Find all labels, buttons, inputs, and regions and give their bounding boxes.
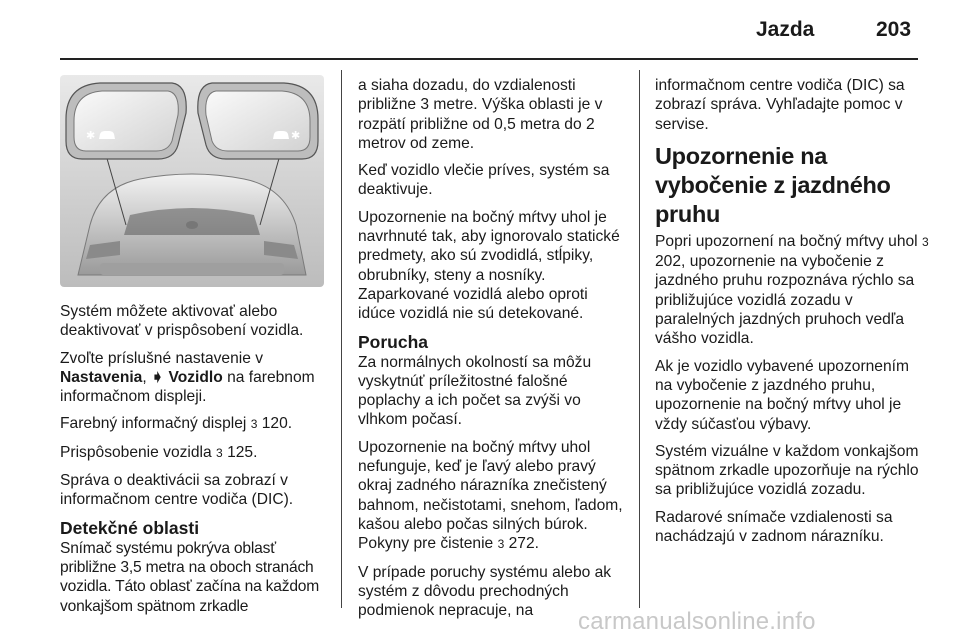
paragraph: Snímač systému pokrýva oblasť približne 3,5 metra na oboch stranách vozidla. Táto oblasť začína na každom vonkajšom spätnom zrkadle [60, 539, 320, 615]
paragraph: Za normálnych okolností sa môžu vyskytnúť príležitostné falošné poplachy a ich počet sa zvýši vo vlhkom počasí. [358, 353, 592, 429]
text: Popri upozornení na bočný mŕtvy uhol [655, 232, 918, 250]
column-divider-1 [341, 70, 342, 608]
paragraph: Správa o deaktivácii sa zobrazí v informačnom centre vodiča (DIC). [60, 472, 294, 509]
page-reference[interactable]: 125. [227, 443, 258, 461]
heading-detection-zones: Detekčné oblasti [60, 517, 200, 538]
watermark: carmanualsonline.info [578, 608, 816, 635]
blind-spot-figure [60, 75, 324, 287]
column-2 [358, 76, 628, 628]
menu-term-vehicle: Vozidlo [168, 368, 223, 386]
car-warning-icon [86, 128, 116, 142]
paragraph [60, 414, 330, 434]
column-divider-2 [639, 70, 640, 608]
text: , [142, 368, 152, 386]
heading-lane-change-alert: Upozornenie na vybočenie z jazdného pruhu [655, 142, 891, 227]
column-3 [655, 76, 930, 554]
text: , upozornenie na vybočenie z jazdného pruhu rozpoznáva rýchlo sa približujúce vozidlá zozadu v paralelných jazdných pruhoch vedľa vášho vozidla. [655, 253, 915, 348]
paragraph: Systém vizuálne v každom vonkajšom spätnom zrkadle upozorňuje na rýchlo sa približujúce vozidlá zozadu. [655, 442, 919, 499]
text: Farebný informačný displej [60, 415, 247, 433]
menu-term-settings: Nastavenia [60, 368, 143, 386]
page-reference-icon: 3 [922, 234, 929, 249]
paragraph [358, 438, 628, 555]
svg-text:✱: ✱ [291, 129, 301, 142]
page-reference-icon: 3 [250, 417, 258, 432]
paragraph: Upozornenie na bočný mŕtvy uhol je navrhnuté tak, aby ignorovalo statické predmety, ako sú zvodidlá, stĺpiky, obrubníky, steny a nosníky. Zaparkované vozidlá alebo oproti idúce vozidlá nie sú detekované. [358, 208, 620, 323]
paragraph: a siaha dozadu, do vzdialenosti približne 3 metre. Výška oblasti je v rozpätí približne od 0,5 metra do 2 metrov od zeme. [358, 77, 603, 152]
column-1 [60, 302, 330, 624]
paragraph: V prípade poruchy systému alebo ak systém z dôvodu prechodných podmienok nepracuje, na [358, 563, 612, 620]
paragraph [60, 349, 330, 407]
paragraph [60, 443, 330, 463]
page-reference-icon: 3 [216, 445, 223, 460]
text: Zvoľte príslušné nastavenie v [60, 349, 264, 367]
header-divider [60, 58, 918, 60]
section-title: Jazda [756, 18, 815, 41]
paragraph [655, 232, 930, 349]
page-number: 203 [876, 18, 912, 41]
paragraph: Ak je vozidlo vybavené upozornením na vybočenie z jazdného pruhu, upozornenie na bočný mŕtvy uhol je vždy súčasťou výbavy. [655, 357, 909, 433]
heading-fault: Porucha [358, 331, 429, 352]
paragraph: Keď vozidlo vlečie príves, systém sa deaktivuje. [358, 162, 610, 199]
page-reference[interactable]: 202 [655, 253, 682, 271]
page-reference[interactable]: 120. [261, 415, 293, 433]
text: Prispôsobenie vozidla [60, 443, 212, 461]
svg-text:✱: ✱ [86, 129, 96, 142]
page-reference-icon: 3 [497, 537, 505, 552]
page-reference[interactable]: 272. [508, 535, 539, 553]
text: na farebnom informačnom displeji. [60, 368, 315, 406]
paragraph: informačnom centre vodiča (DIC) sa zobrazí správa. Vyhľadajte pomoc v servise. [655, 77, 905, 133]
paragraph: Radarové snímače vzdialenosti sa nachádzajú v zadnom nárazníku. [655, 508, 893, 546]
arrow-icon: ➧ [151, 368, 165, 386]
paragraph: Systém môžete aktivovať alebo deaktivovať v prispôsobení vozidla. [60, 303, 304, 340]
car-warning-icon [272, 128, 302, 142]
text: Upozornenie na bočný mŕtvy uhol nefunguje, keď je ľavý alebo pravý okraj zadného nárazníka znečistený bahnom, nečistotami, snehom, ľadom, kašou alebo počas silných búrok. Pokyny pre čistenie [358, 438, 623, 553]
